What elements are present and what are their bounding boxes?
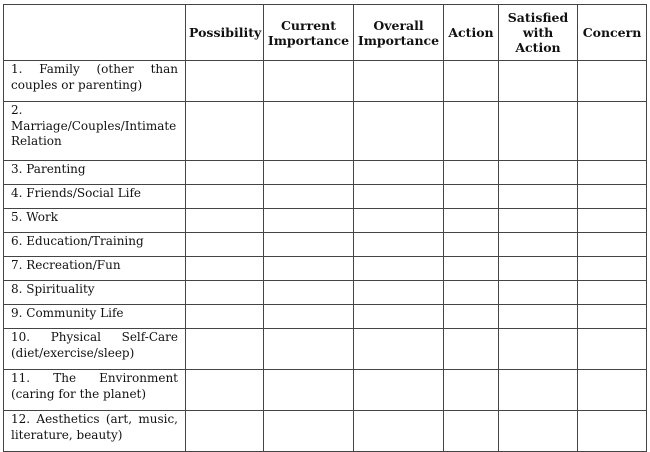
- values-assessment-table: [3, 4, 647, 452]
- cell-action[interactable]: [444, 233, 499, 257]
- cell-concern[interactable]: [578, 411, 647, 452]
- cell-concern[interactable]: [578, 233, 647, 257]
- cell-action[interactable]: [444, 161, 499, 185]
- cell-possibility[interactable]: [186, 233, 264, 257]
- column-header-concern: Concern: [578, 5, 647, 61]
- table-row: [4, 233, 647, 257]
- cell-current-importance[interactable]: [264, 305, 354, 329]
- cell-overall-importance[interactable]: [354, 411, 444, 452]
- cell-possibility[interactable]: [186, 257, 264, 281]
- cell-satisfied-with-action[interactable]: [499, 329, 578, 370]
- table-row: [4, 161, 647, 185]
- cell-overall-importance[interactable]: [354, 257, 444, 281]
- cell-satisfied-with-action[interactable]: [499, 411, 578, 452]
- cell-satisfied-with-action[interactable]: [499, 185, 578, 209]
- cell-action[interactable]: [444, 257, 499, 281]
- cell-current-importance[interactable]: [264, 329, 354, 370]
- cell-satisfied-with-action[interactable]: [499, 305, 578, 329]
- corner-cell: [4, 5, 186, 61]
- cell-overall-importance[interactable]: [354, 233, 444, 257]
- cell-concern[interactable]: [578, 161, 647, 185]
- cell-satisfied-with-action[interactable]: [499, 257, 578, 281]
- cell-overall-importance[interactable]: [354, 161, 444, 185]
- row-label-friends: 4. Friends/Social Life: [4, 185, 186, 209]
- table-row: [4, 61, 647, 102]
- cell-current-importance[interactable]: [264, 61, 354, 102]
- cell-action[interactable]: [444, 305, 499, 329]
- cell-concern[interactable]: [578, 257, 647, 281]
- cell-current-importance[interactable]: [264, 102, 354, 161]
- cell-current-importance[interactable]: [264, 370, 354, 411]
- column-header-overall-importance: Overall Importance: [354, 5, 444, 61]
- cell-possibility[interactable]: [186, 102, 264, 161]
- table-row: [4, 281, 647, 305]
- row-label-community-life: 9. Community Life: [4, 305, 186, 329]
- row-label-physical-self-care: 10. Physical Self-Care (diet/exercise/sleep): [4, 329, 186, 370]
- cell-overall-importance[interactable]: [354, 329, 444, 370]
- cell-possibility[interactable]: [186, 161, 264, 185]
- cell-satisfied-with-action[interactable]: [499, 233, 578, 257]
- cell-possibility[interactable]: [186, 411, 264, 452]
- cell-current-importance[interactable]: [264, 233, 354, 257]
- cell-current-importance[interactable]: [264, 411, 354, 452]
- cell-possibility[interactable]: [186, 281, 264, 305]
- table-row: [4, 370, 647, 411]
- cell-concern[interactable]: [578, 209, 647, 233]
- table-row: [4, 305, 647, 329]
- cell-satisfied-with-action[interactable]: [499, 61, 578, 102]
- column-header-satisfied-with-action: Satisfied with Action: [499, 5, 578, 61]
- cell-concern[interactable]: [578, 329, 647, 370]
- cell-satisfied-with-action[interactable]: [499, 209, 578, 233]
- cell-current-importance[interactable]: [264, 257, 354, 281]
- row-label-family: 1. Family (other than couples or parenting): [4, 61, 186, 102]
- cell-satisfied-with-action[interactable]: [499, 161, 578, 185]
- cell-current-importance[interactable]: [264, 209, 354, 233]
- cell-overall-importance[interactable]: [354, 305, 444, 329]
- cell-concern[interactable]: [578, 281, 647, 305]
- cell-overall-importance[interactable]: [354, 209, 444, 233]
- row-label-education: 6. Education/Training: [4, 233, 186, 257]
- cell-satisfied-with-action[interactable]: [499, 102, 578, 161]
- column-header-possibility: Possibility: [186, 5, 264, 61]
- cell-action[interactable]: [444, 281, 499, 305]
- row-label-work: 5. Work: [4, 209, 186, 233]
- cell-action[interactable]: [444, 370, 499, 411]
- cell-action[interactable]: [444, 209, 499, 233]
- cell-concern[interactable]: [578, 61, 647, 102]
- row-label-environment: 11. The Environment (caring for the planet): [4, 370, 186, 411]
- cell-concern[interactable]: [578, 185, 647, 209]
- cell-satisfied-with-action[interactable]: [499, 281, 578, 305]
- header-row: [4, 5, 647, 61]
- table-row: [4, 102, 647, 161]
- column-header-action: Action: [444, 5, 499, 61]
- cell-current-importance[interactable]: [264, 281, 354, 305]
- cell-overall-importance[interactable]: [354, 102, 444, 161]
- row-label-recreation: 7. Recreation/Fun: [4, 257, 186, 281]
- cell-action[interactable]: [444, 61, 499, 102]
- cell-action[interactable]: [444, 329, 499, 370]
- cell-current-importance[interactable]: [264, 185, 354, 209]
- cell-action[interactable]: [444, 185, 499, 209]
- row-label-parenting: 3. Parenting: [4, 161, 186, 185]
- cell-possibility[interactable]: [186, 370, 264, 411]
- cell-possibility[interactable]: [186, 185, 264, 209]
- cell-overall-importance[interactable]: [354, 61, 444, 102]
- cell-possibility[interactable]: [186, 209, 264, 233]
- cell-satisfied-with-action[interactable]: [499, 370, 578, 411]
- cell-overall-importance[interactable]: [354, 370, 444, 411]
- cell-possibility[interactable]: [186, 329, 264, 370]
- cell-possibility[interactable]: [186, 305, 264, 329]
- row-label-aesthetics: 12. Aesthetics (art, music, literature, beauty): [4, 411, 186, 452]
- table-row: [4, 185, 647, 209]
- cell-overall-importance[interactable]: [354, 281, 444, 305]
- table-row: [4, 257, 647, 281]
- row-label-marriage: 2. Marriage/Couples/Intimate Relation: [4, 102, 186, 161]
- table-row: [4, 329, 647, 370]
- cell-concern[interactable]: [578, 102, 647, 161]
- cell-concern[interactable]: [578, 370, 647, 411]
- cell-action[interactable]: [444, 102, 499, 161]
- row-label-spirituality: 8. Spirituality: [4, 281, 186, 305]
- cell-action[interactable]: [444, 411, 499, 452]
- cell-current-importance[interactable]: [264, 161, 354, 185]
- column-header-current-importance: Current Importance: [264, 5, 354, 61]
- cell-concern[interactable]: [578, 305, 647, 329]
- cell-overall-importance[interactable]: [354, 185, 444, 209]
- table-row: [4, 209, 647, 233]
- cell-possibility[interactable]: [186, 61, 264, 102]
- table-row: [4, 411, 647, 452]
